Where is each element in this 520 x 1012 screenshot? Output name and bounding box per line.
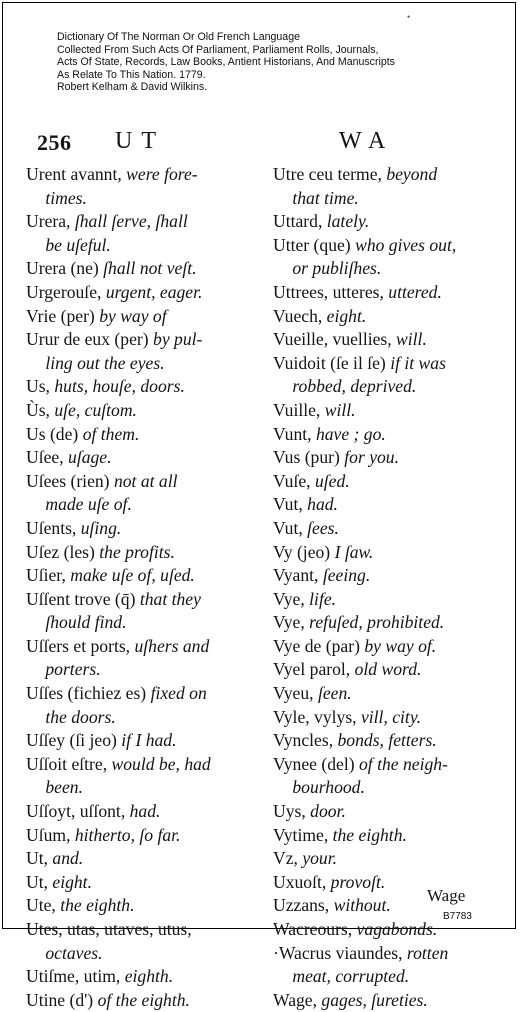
entry-headword: Vuech,	[273, 305, 327, 326]
entry-line	[273, 163, 505, 187]
entry-gloss: hitherto, ſo far.	[74, 824, 181, 845]
entry-line	[273, 729, 505, 753]
entry-headword: Ut,	[26, 871, 53, 892]
entry-gloss: life.	[309, 588, 337, 609]
entry-gloss: vill, city.	[360, 706, 422, 727]
entry-line	[26, 210, 266, 234]
entry-line	[26, 281, 266, 305]
header-line: Robert Kelham & David Wilkins.	[57, 81, 208, 94]
entry-gloss: refuſed, prohibited.	[309, 612, 445, 633]
header-line: Collected From Such Acts Of Parliament, Parliament Rolls, Journals,	[57, 43, 379, 56]
entry-headword: Vyncles,	[273, 730, 338, 751]
entry-headword: Uſee,	[26, 447, 69, 468]
entry-gloss: ſeen.	[317, 683, 352, 704]
entry-gloss: that time.	[292, 187, 359, 208]
entry-line	[273, 328, 505, 352]
entry-headword: Uſſey (ſi jeo)	[26, 730, 122, 751]
entry-gloss: robbed, deprived.	[292, 376, 417, 397]
entry-gloss: lately.	[326, 211, 370, 232]
entry-gloss: without.	[333, 895, 391, 916]
entry-headword: Vytime,	[273, 824, 333, 845]
entry-line	[26, 352, 266, 376]
entry-line	[26, 635, 266, 659]
entry-gloss: ling out the eyes.	[45, 352, 165, 373]
entry-line	[273, 446, 505, 470]
entry-headword: Us,	[26, 376, 55, 397]
entry-headword: Vy (jeo)	[273, 541, 335, 562]
entry-gloss: been.	[45, 777, 83, 798]
entry-headword: Ute,	[26, 895, 61, 916]
entry-gloss: had.	[307, 494, 338, 515]
entry-gloss: will.	[396, 329, 427, 350]
entry-headword: Wage,	[273, 989, 322, 1010]
entry-line	[273, 517, 505, 541]
catchword: Wage	[427, 886, 466, 905]
entry-gloss: beyond	[386, 164, 438, 184]
entry-gloss: by pul-	[153, 329, 203, 350]
entry-line	[273, 824, 505, 848]
entry-headword: Wacreours,	[273, 919, 357, 939]
entry-gloss: rotten	[406, 942, 449, 963]
entry-line	[273, 847, 505, 871]
entry-gloss: I ſaw.	[334, 541, 374, 562]
entry-line	[273, 588, 505, 612]
entry-gloss: the eighth.	[332, 824, 407, 845]
entry-line	[26, 729, 266, 753]
entry-line	[26, 399, 266, 423]
entry-line	[273, 942, 505, 966]
entry-headword: Urent avannt,	[26, 164, 127, 184]
entry-line	[26, 305, 266, 329]
entry-gloss: uſhers and	[134, 635, 210, 656]
entry-headword: Ùs,	[26, 399, 55, 420]
entry-gloss: that they	[139, 588, 201, 609]
entry-gloss: of the eighth.	[97, 989, 190, 1010]
entry-gloss: the profits.	[99, 541, 175, 562]
dictionary-page: • Dictionary Of The Norman Or Old French Language Collected From Such Acts Of Parliament, Parliament Rolls, Journals, Acts Of State, Records, Law Books, Antient Historians, And Manuscripts As Relate To This Nation. 1779. Robert Kelham & David Wilkins. 256 UT WA Urent avannt, were fore- times. Urera, ſhall ſerve, ſhall be uſeful. Urera (ne) ſhall not veſt. Urgerouſe, urgent, eager. Vrie (per) by way of Urur de eux (per) by pul- ling out the eyes. Us, huts, houſe, doors. Ùs, uſe, cuſtom. Us (de) of them. Uſee, uſage. Uſees (rien) not at all made uſe of. Uſents, uſing. Uſez (les) the profits. Uſier, make uſe of, uſed. Uſſent trove (q̄) that they ſhould find. Uſſers et ports, uſhers and porters. Uſſes (fichiez es) fixed on the doors. Uſſey (ſi jeo) if I had. Uſſoit eſtre, would be, had been. Uſſoyt, uſſont, had. Uſum, hitherto, ſo far. Ut, and. Ut, eight. Ute, the eighth. Utes, utas, utaves, utus, octaves. Utiſme, utim, eighth. Utine (d') of the eighth. Utre ceu terme, beyond that time. Uttard, lately. Utter (que) who gives out, or publiſhes. Uttrees, utteres, uttered. Vuech, eight. Vueille, vuellies, will. Vuidoit (ſe il ſe) if it was robbed, deprived. Vuille, will. Vunt, have ; go. Vus (pur) for you. Vuſe, uſed. Vut, had. Vut, ſees. Vy (jeo) I ſaw. Vyant, ſeeing. Vye, life. Vye, refuſed, prohibited. Vye de (par) by way of. Vyel parol, old word. Vyeu, ſeen. Vyle, vylys, vill, city. Vyncles, bonds, fetters. Vynee (del) of the neigh- bourhood. Uys, door. Vytime, the eighth. Vz, your. Uxuoſt, provoſt. Uzzans, without. Wacreours, vagabonds. ·Wacrus viaundes, rotten meat, corrupted. Wage, gages, ſureties. Wage B7783	[2, 2, 516, 929]
entry-line	[26, 800, 266, 824]
entry-headword: Uſees (rien)	[26, 470, 114, 491]
right-column	[273, 163, 505, 1012]
entry-line	[26, 824, 266, 848]
entry-line	[273, 753, 505, 777]
entry-line	[273, 776, 505, 800]
entry-line	[273, 470, 505, 494]
entry-headword: Urur de eux (per)	[26, 329, 154, 350]
entry-headword: Vuille,	[273, 399, 325, 420]
entry-gloss: your.	[302, 848, 338, 869]
entry-gloss: if it was	[390, 352, 446, 373]
entry-line	[273, 965, 505, 989]
entry-headword: Uſez (les)	[26, 541, 100, 562]
entry-gloss: eighth.	[124, 966, 174, 987]
entry-line	[26, 776, 266, 800]
entry-line	[273, 635, 505, 659]
entry-gloss: have ; go.	[315, 423, 386, 444]
entry-gloss: or publiſhes.	[292, 258, 382, 279]
entry-headword: Vueille, vuellies,	[273, 329, 397, 350]
entry-headword: Uxuoſt,	[273, 871, 331, 892]
entry-headword: Vye,	[273, 588, 310, 609]
entry-line	[26, 423, 266, 447]
entry-gloss: meat, corrupted.	[292, 966, 410, 987]
entry-headword: Urera,	[26, 211, 75, 232]
entry-line	[26, 517, 266, 541]
header-note	[57, 31, 395, 94]
entry-headword: Uſier,	[26, 565, 71, 586]
entry-gloss: bourhood.	[292, 777, 365, 798]
entry-line	[26, 493, 266, 517]
entry-line	[26, 446, 266, 470]
entry-line	[273, 611, 505, 635]
entry-gloss: bonds, fetters.	[337, 730, 437, 751]
entry-line	[273, 399, 505, 423]
entry-gloss: be uſeful.	[45, 234, 111, 255]
header-line: As Relate To This Nation. 1779.	[57, 68, 206, 81]
entry-gloss: the doors.	[45, 706, 116, 727]
entry-line	[26, 918, 266, 942]
entry-headword: Uſents,	[26, 517, 81, 538]
entry-gloss: vagabonds.	[356, 919, 438, 939]
entry-line	[26, 541, 266, 565]
entry-line	[26, 847, 266, 871]
entry-headword: Vuidoit (ſe il ſe)	[273, 352, 391, 373]
entry-headword: ·Wacrus viaundes,	[273, 942, 407, 963]
entry-headword: Vunt,	[273, 423, 316, 444]
entry-line	[26, 753, 266, 777]
entry-headword: Vye,	[273, 612, 310, 633]
entry-gloss: the eighth.	[60, 895, 135, 916]
entry-line	[273, 541, 505, 565]
entry-headword: Uſſent trove (q̄)	[26, 588, 140, 609]
entry-headword: Ut,	[26, 848, 53, 869]
entry-headword: Urera (ne)	[26, 258, 104, 279]
entry-gloss: uſage.	[68, 447, 112, 468]
left-column	[26, 163, 266, 1012]
entry-gloss: made uſe of.	[45, 494, 132, 515]
entry-line	[26, 163, 266, 187]
entry-line	[273, 706, 505, 730]
entry-headword: Uttrees, utteres,	[273, 281, 389, 302]
entry-gloss: ſhall ſerve, ſhall	[74, 211, 188, 232]
entry-line	[26, 706, 266, 730]
entry-line	[26, 588, 266, 612]
entry-gloss: provoſt.	[330, 871, 386, 892]
entry-line	[26, 871, 266, 895]
entry-line	[26, 564, 266, 588]
entry-gloss: by way of.	[364, 635, 437, 656]
entry-gloss: ſhould find.	[45, 612, 127, 633]
entry-gloss: of them.	[82, 423, 140, 444]
entry-headword: Vyant,	[273, 565, 323, 586]
entry-gloss: eight.	[326, 305, 367, 326]
entry-headword: Vyle, vylys,	[273, 706, 361, 727]
entry-gloss: uſe, cuſtom.	[54, 399, 137, 420]
entry-gloss: old word.	[354, 659, 422, 680]
entry-gloss: will.	[324, 399, 356, 420]
header-line: Dictionary Of The Norman Or Old French Language	[57, 31, 300, 43]
entry-gloss: fixed on	[150, 683, 207, 704]
entry-headword: Utine (d')	[26, 989, 98, 1010]
entry-gloss: ſees.	[307, 517, 339, 538]
entry-headword: Vus (pur)	[273, 447, 345, 468]
entry-line	[273, 210, 505, 234]
entry-headword: Vyel parol,	[273, 659, 355, 680]
entry-gloss: uttered.	[388, 281, 442, 302]
entry-line	[273, 871, 505, 895]
entry-line	[26, 328, 266, 352]
footer-id: B7783	[443, 911, 472, 922]
entry-headword: Utre ceu terme,	[273, 164, 387, 184]
entry-gloss: who gives out,	[355, 234, 457, 255]
entry-headword: Utes, utas, utaves, utus,	[26, 919, 192, 939]
entry-line	[26, 894, 266, 918]
entry-line	[273, 257, 505, 281]
entry-line	[273, 187, 505, 211]
entry-gloss: were fore-	[126, 164, 198, 184]
entry-line	[273, 281, 505, 305]
entry-line	[273, 658, 505, 682]
entry-line	[273, 989, 505, 1012]
entry-gloss: had.	[129, 801, 161, 822]
entry-headword: Vuſe,	[273, 470, 315, 491]
entry-line	[273, 352, 505, 376]
entry-gloss: uſing.	[80, 517, 122, 538]
entry-gloss: for you.	[344, 447, 399, 468]
entry-line	[26, 682, 266, 706]
entry-line	[26, 375, 266, 399]
entry-gloss: make uſe of, uſed.	[70, 565, 195, 586]
entry-gloss: times.	[45, 187, 87, 208]
entry-headword: Urgerouſe,	[26, 281, 106, 302]
entry-line	[26, 257, 266, 281]
entry-line	[273, 800, 505, 824]
entry-headword: Utiſme, utim,	[26, 966, 125, 987]
entry-line	[273, 682, 505, 706]
entry-headword: Uſſers et ports,	[26, 635, 135, 656]
header-line: Acts Of State, Records, Law Books, Antient Historians, And Manuscripts	[57, 56, 395, 69]
entry-gloss: by way of	[99, 305, 167, 326]
entry-line	[273, 234, 505, 258]
entry-gloss: ſhall not veſt.	[103, 258, 197, 279]
entry-gloss: if I had.	[121, 730, 177, 751]
entry-headword: Vut,	[273, 494, 308, 515]
entry-gloss: octaves.	[45, 942, 103, 963]
entry-gloss: door.	[310, 801, 346, 822]
entry-line	[26, 187, 266, 211]
running-head-left: UT	[115, 128, 165, 154]
entry-line	[26, 470, 266, 494]
entry-gloss: would be, had	[111, 753, 211, 774]
entry-gloss: eight.	[52, 871, 92, 892]
entry-headword: Uzzans,	[273, 895, 334, 916]
entry-headword: Uſſes (fichiez es)	[26, 683, 151, 704]
entry-gloss: porters.	[45, 659, 101, 680]
entry-headword: Uys,	[273, 801, 311, 822]
entry-headword: Vynee (del)	[273, 753, 359, 774]
entry-line	[26, 989, 266, 1012]
entry-line	[273, 493, 505, 517]
entry-line	[273, 375, 505, 399]
entry-headword: Us (de)	[26, 423, 83, 444]
page-number: 256	[37, 130, 72, 155]
entry-gloss: not at all	[113, 470, 178, 491]
entry-headword: Vyeu,	[273, 683, 318, 704]
entry-line	[273, 305, 505, 329]
entry-line	[273, 423, 505, 447]
entry-headword: Utter (que)	[273, 234, 356, 255]
entry-headword: Vye de (par)	[273, 635, 365, 656]
entry-headword: Uſſoit eſtre,	[26, 753, 112, 774]
entry-gloss: ſeeing.	[322, 565, 371, 586]
entry-line	[26, 658, 266, 682]
entry-headword: Uttard,	[273, 211, 327, 232]
entry-gloss: huts, houſe, doors.	[54, 376, 185, 397]
entry-gloss: and.	[52, 848, 84, 869]
entry-gloss: of the neigh-	[358, 753, 448, 774]
entry-gloss: gages, ſureties.	[321, 989, 428, 1010]
entry-headword: Uſſoyt, uſſont,	[26, 801, 130, 822]
entry-line	[273, 564, 505, 588]
entry-headword: Vrie (per)	[26, 305, 100, 326]
running-head-right: WA	[339, 128, 395, 154]
entry-line	[26, 942, 266, 966]
entry-line	[26, 965, 266, 989]
entry-gloss: uſed.	[314, 470, 350, 491]
entry-headword: Vz,	[273, 848, 303, 869]
entry-headword: Uſum,	[26, 824, 75, 845]
entry-headword: Vut,	[273, 517, 308, 538]
entry-line	[26, 611, 266, 635]
entry-line	[26, 234, 266, 258]
entry-gloss: urgent, eager.	[105, 281, 203, 302]
